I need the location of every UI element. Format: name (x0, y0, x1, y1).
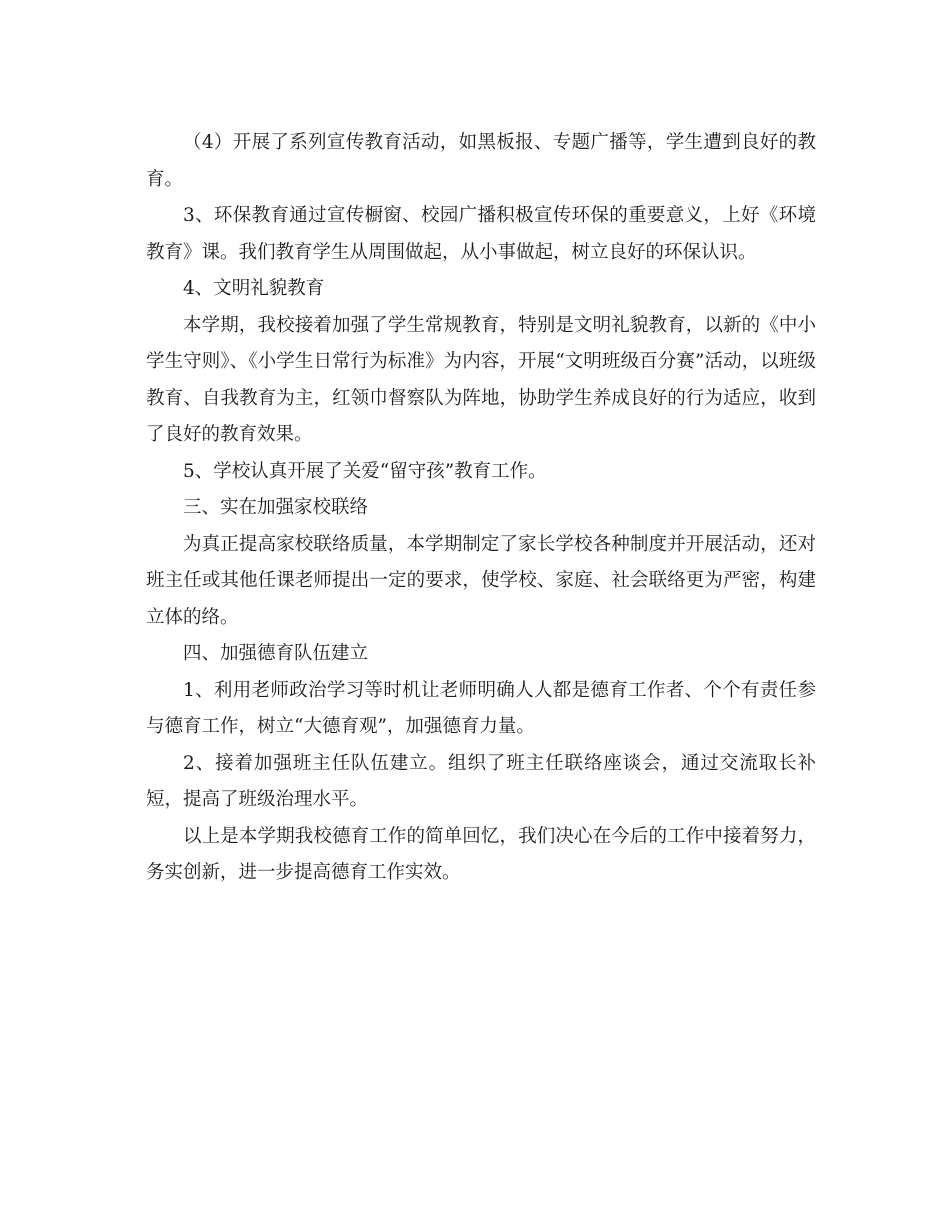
heading-civility-education: 4、文明礼貌教育 (183, 278, 325, 299)
paragraph-civility-education: 本学期，我校接着加强了学生常规教育，特别是文明礼貌教育，以新的《中小学生守则》、《小学生日常行为标准》为内容，开展“文明班级百分赛”活动，以班级教育、自我教育为主，红领巾督察队为阵地，协助学生养成良好的行为适应，收到了良好的教育效果。 (146, 314, 816, 445)
heading-home-school-contact: 三、实在加强家校联络 (183, 497, 369, 518)
paragraph-conclusion: 以上是本学期我校德育工作的简单回忆，我们决心在今后的工作中接着努力，务实创新，进一步提高德育工作实效。 (146, 825, 816, 883)
paragraph-teacher-study: 1、利用老师政治学习等时机让老师明确人人都是德育工作者、个个有责任参与德育工作，树立“大德育观”，加强德育力量。 (146, 679, 816, 737)
paragraph-left-behind-children: 5、学校认真开展了关爱“留守孩”教育工作。 (183, 460, 547, 482)
heading-moral-education-team: 四、加强德育队伍建立 (183, 643, 369, 664)
paragraph-environmental-education: 3、环保教育通过宣传橱窗、校园广播积极宣传环保的重要意义，上好《环境教育》课。我们教育学生从周围做起，从小事做起，树立良好的环保认识。 (146, 205, 816, 263)
document-body (146, 125, 816, 892)
paragraph-home-school-contact: 为真正提高家校联络质量，本学期制定了家长学校各种制度并开展活动，还对班主任或其他任课老师提出一定的要求，使学校、家庭、社会联络更为严密，构建立体的络。 (146, 533, 816, 628)
paragraph-head-teacher-team: 2、接着加强班主任队伍建立。组织了班主任联络座谈会，通过交流取长补短，提高了班级治理水平。 (146, 752, 816, 810)
paragraph-publicity-activities: （4）开展了系列宣传教育活动，如黑板报、专题广播等，学生遭到良好的教育。 (146, 132, 816, 190)
